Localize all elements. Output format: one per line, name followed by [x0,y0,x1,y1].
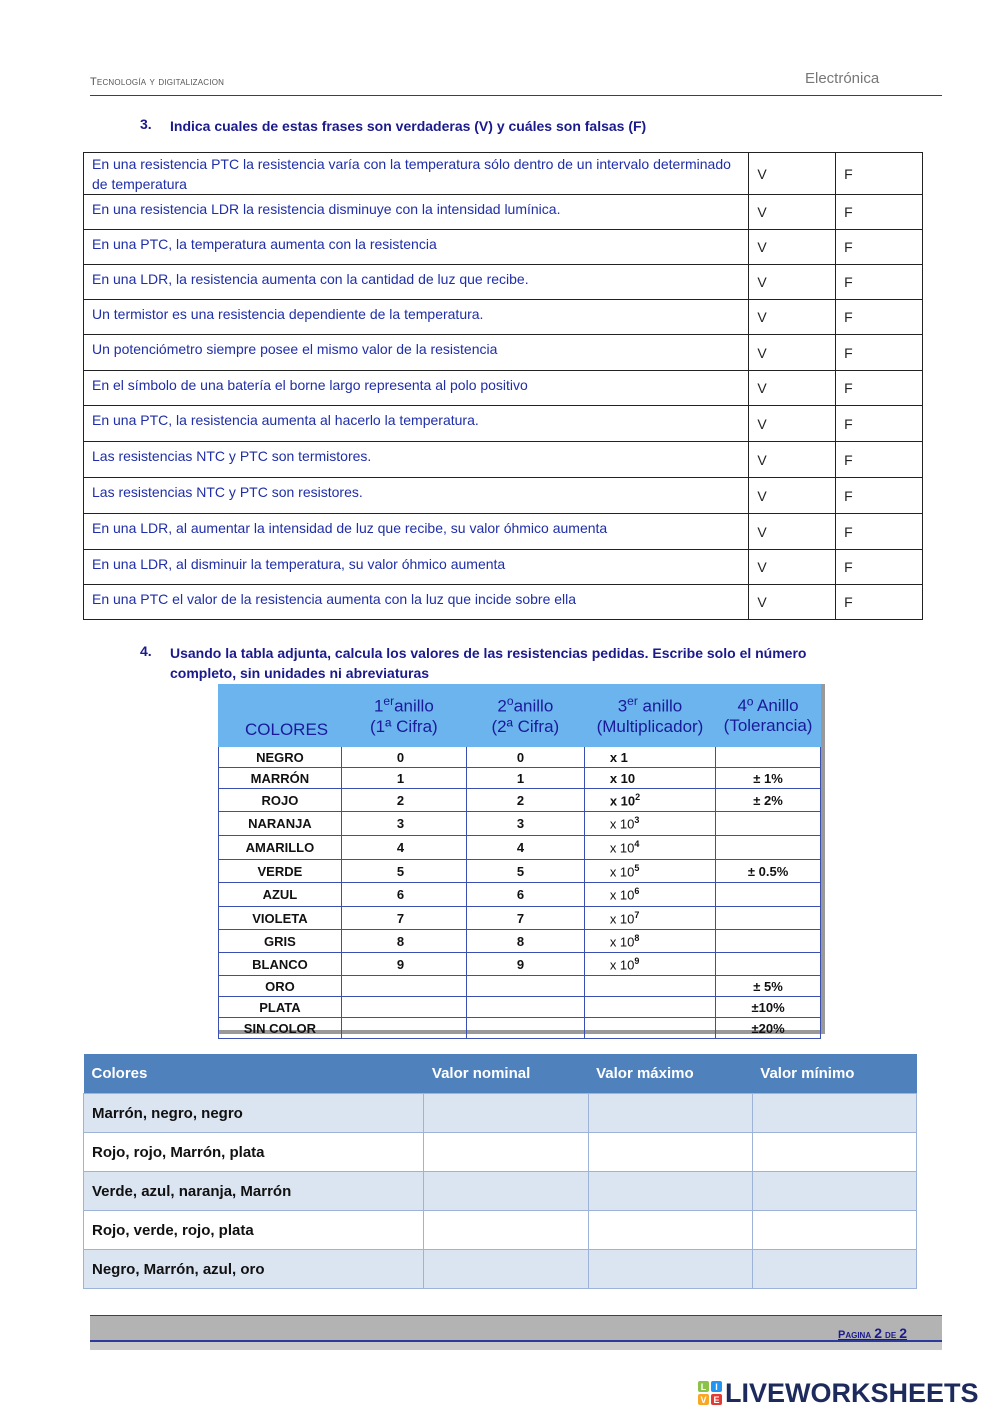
page-number: Pagina 2 de 2 [838,1325,908,1341]
tf-statement: En una LDR, al aumentar la intensidad de luz que recibe, su valor óhmico aumenta [84,514,749,550]
color-code-row [219,953,821,976]
question-4-title [140,643,900,685]
true-option[interactable]: V [749,478,836,514]
color-code-row [219,997,821,1018]
multiplier-cell: x 10 [584,768,715,789]
max-value-input[interactable] [588,1172,752,1211]
min-value-input[interactable] [752,1172,916,1211]
tolerance-cell [716,953,821,976]
tf-row [84,230,923,265]
values-row [84,1172,917,1211]
tf-row [84,371,923,406]
min-value-input[interactable] [752,1133,916,1172]
color-name-cell: GRIS [219,930,342,953]
values-row [84,1250,917,1289]
tf-row [84,195,923,230]
second-digit-cell: 5 [466,860,584,883]
tf-statement: En una PTC, la temperatura aumenta con la resistencia [84,230,749,265]
false-option[interactable]: F [836,550,923,585]
header-colores: COLORES [219,685,342,747]
multiplier-cell: x $10^8$ [584,930,715,953]
false-option[interactable]: F [836,265,923,300]
false-option[interactable]: F [836,442,923,478]
tolerance-cell [716,907,821,930]
tf-row [84,442,923,478]
second-digit-cell [466,1018,584,1039]
true-option[interactable]: V [749,153,836,195]
question-4-number: 4. [140,643,152,659]
max-value-input[interactable] [588,1133,752,1172]
first-digit-cell: 7 [341,907,466,930]
first-digit-cell: 5 [341,860,466,883]
values-header-maximo: Valor máximo [588,1054,752,1094]
values-header-colores: Colores [84,1054,424,1094]
question-3-number: 3. [140,116,152,132]
second-digit-cell: 1 [466,768,584,789]
header-band-1: 1eranillo (1ª Cifra) [341,685,466,747]
question-3-text: Indica cuales de estas frases son verdaderas (V) y cuáles son falsas (F) [170,118,647,134]
question-4-text-line1: Usando la tabla adjunta, calcula los valores de las resistencias pedidas. Escribe solo el número [170,645,807,661]
true-false-table [83,152,923,620]
true-option[interactable]: V [749,514,836,550]
tf-statement: En una PTC, la resistencia aumenta al hacerlo la temperatura. [84,406,749,442]
multiplier-cell: x $10^4$ [584,836,715,860]
tf-row [84,153,923,195]
values-colors-cell: Rojo, verde, rojo, plata [84,1211,424,1250]
values-colors-cell: Negro, Marrón, azul, oro [84,1250,424,1289]
false-option[interactable]: F [836,335,923,371]
true-option[interactable]: V [749,371,836,406]
second-digit-cell: 7 [466,907,584,930]
tolerance-cell: ± 1% [716,768,821,789]
multiplier-exponent: 7 [634,909,640,920]
multiplier-exponent: 5 [634,862,640,873]
svg-text:E: E [713,1395,720,1405]
color-name-cell: BLANCO [219,953,342,976]
multiplier-cell: x $10^6$ [584,883,715,907]
max-value-input[interactable] [588,1211,752,1250]
color-name-cell: AZUL [219,883,342,907]
multiplier-cell: x $10^3$ [584,812,715,836]
tf-row [84,265,923,300]
tf-row [84,550,923,585]
first-digit-cell: 9 [341,953,466,976]
color-name-cell: ORO [219,976,342,997]
color-name-cell: VIOLETA [219,907,342,930]
values-colors-cell: Verde, azul, naranja, Marrón [84,1172,424,1211]
svg-text:I: I [715,1382,718,1392]
tf-row [84,514,923,550]
color-code-row [219,883,821,907]
min-value-input[interactable] [752,1094,916,1133]
tf-statement: En el símbolo de una batería el borne largo representa al polo positivo [84,371,749,406]
second-digit-cell [466,997,584,1018]
color-code-row [219,836,821,860]
second-digit-cell: 9 [466,953,584,976]
color-code-row [219,930,821,953]
tolerance-cell: ±20% [716,1018,821,1039]
tolerance-cell: ± 2% [716,789,821,812]
min-value-input[interactable] [752,1211,916,1250]
color-code-row [219,976,821,997]
resistance-values-table [83,1054,917,1289]
multiplier-exponent: 9 [634,955,640,966]
values-row [84,1133,917,1172]
nominal-value-input[interactable] [424,1133,588,1172]
question-4-text-line2: completo, sin unidades ni abreviaturas [170,665,430,681]
color-name-cell: MARRÓN [219,768,342,789]
multiplier-cell: x $10^5$ [584,860,715,883]
true-option[interactable]: V [749,442,836,478]
second-digit-cell [466,976,584,997]
true-option[interactable]: V [749,335,836,371]
header-topic: Electrónica [805,70,880,87]
false-option[interactable]: F [836,514,923,550]
true-option[interactable]: V [749,230,836,265]
true-option[interactable]: V [749,195,836,230]
svg-text:L: L [700,1382,707,1392]
color-name-cell: SIN COLOR [219,1018,342,1039]
tolerance-cell: ± 0.5% [716,860,821,883]
first-digit-cell: 6 [341,883,466,907]
tf-statement: En una resistencia PTC la resistencia varía con la temperatura sólo dentro de un intervalo determinado de temperatura [84,153,749,195]
true-option[interactable]: V [749,300,836,335]
false-option[interactable]: F [836,300,923,335]
true-option[interactable]: V [749,406,836,442]
multiplier-cell: x $10^7$ [584,907,715,930]
tf-row [84,335,923,371]
multiplier-cell [584,976,715,997]
color-name-cell: ROJO [219,789,342,812]
second-digit-cell: 2 [466,789,584,812]
max-value-input[interactable] [588,1250,752,1289]
tolerance-cell: ±10% [716,997,821,1018]
svg-text:V: V [700,1395,707,1405]
tf-statement: En una LDR, al disminuir la temperatura, su valor óhmico aumenta [84,550,749,585]
color-code-row [219,907,821,930]
multiplier-cell: x $10^9$ [584,953,715,976]
values-colors-cell: Rojo, rojo, Marrón, plata [84,1133,424,1172]
tf-row [84,585,923,620]
tolerance-cell [716,747,821,768]
tolerance-cell [716,836,821,860]
liveworksheets-wordmark: LIVEWORKSHEETS [725,1378,979,1408]
false-option[interactable]: F [836,406,923,442]
false-option[interactable]: F [836,195,923,230]
tf-statement: En una resistencia LDR la resistencia disminuye con la intensidad lumínica. [84,195,749,230]
max-value-input[interactable] [588,1094,752,1133]
false-option[interactable]: F [836,230,923,265]
color-name-cell: NARANJA [219,812,342,836]
tf-statement: Un termistor es una resistencia dependiente de la temperatura. [84,300,749,335]
multiplier-cell: x 1 [584,747,715,768]
header-band-3: 3er anillo (Multiplicador) [584,685,715,747]
true-option[interactable]: V [749,585,836,620]
nominal-value-input[interactable] [424,1211,588,1250]
multiplier-exponent: 3 [634,815,640,826]
multiplier-exponent: 4 [634,839,640,850]
tf-row [84,300,923,335]
color-name-cell: VERDE [219,860,342,883]
false-option[interactable]: F [836,153,923,195]
color-code-row [219,789,821,812]
multiplier-exponent: 8 [634,932,640,943]
first-digit-cell: 1 [341,768,466,789]
tf-row [84,406,923,442]
resistor-color-code-table [218,684,821,1039]
nominal-value-input[interactable] [424,1172,588,1211]
tf-statement: Un potenciómetro siempre posee el mismo valor de la resistencia [84,335,749,371]
color-code-row [219,860,821,883]
min-value-input[interactable] [752,1250,916,1289]
true-option[interactable]: V [749,550,836,585]
values-header-nominal: Valor nominal [424,1054,588,1094]
first-digit-cell [341,1018,466,1039]
first-digit-cell: 4 [341,836,466,860]
tolerance-cell [716,930,821,953]
second-digit-cell: 6 [466,883,584,907]
second-digit-cell: 3 [466,812,584,836]
first-digit-cell [341,976,466,997]
multiplier-exponent: 2 [635,791,641,802]
tf-statement: Las resistencias NTC y PTC son termistores. [84,442,749,478]
color-name-cell: PLATA [219,997,342,1018]
first-digit-cell: 3 [341,812,466,836]
multiplier-exponent: 6 [634,886,640,897]
header-band-4: 4º Anillo (Tolerancia) [716,685,821,747]
nominal-value-input[interactable] [424,1094,588,1133]
header-divider [90,95,942,96]
tolerance-cell [716,812,821,836]
tf-statement: En una LDR, la resistencia aumenta con la cantidad de luz que recibe. [84,265,749,300]
footer-shadow [90,1342,942,1350]
nominal-value-input[interactable] [424,1250,588,1289]
tf-statement: En una PTC el valor de la resistencia aumenta con la luz que incide sobre ella [84,585,749,620]
multiplier-cell: x $10^2$ [584,789,715,812]
tolerance-cell [716,883,821,907]
false-option[interactable]: F [836,478,923,514]
footer-bar [90,1316,942,1340]
values-row [84,1211,917,1250]
tf-statement: Las resistencias NTC y PTC son resistores. [84,478,749,514]
first-digit-cell: 0 [341,747,466,768]
header-subject: Tecnología y digitalizacion [90,76,225,88]
header-band-2: 2$^o$anillo (2ª Cifra) [466,685,584,747]
first-digit-cell: 8 [341,930,466,953]
color-code-row [219,812,821,836]
tolerance-cell: ± 5% [716,976,821,997]
false-option[interactable]: F [836,585,923,620]
color-code-row [219,1018,821,1039]
question-3-title [140,116,900,138]
tf-row [84,478,923,514]
second-digit-cell: 0 [466,747,584,768]
color-code-row [219,747,821,768]
color-code-row [219,768,821,789]
first-digit-cell [341,997,466,1018]
values-row [84,1094,917,1133]
multiplier-cell [584,997,715,1018]
color-name-cell: AMARILLO [219,836,342,860]
second-digit-cell: 4 [466,836,584,860]
values-header-minimo: Valor mínimo [752,1054,916,1094]
multiplier-cell [584,1018,715,1039]
values-colors-cell: Marrón, negro, negro [84,1094,424,1133]
first-digit-cell: 2 [341,789,466,812]
second-digit-cell: 8 [466,930,584,953]
color-name-cell: NEGRO [219,747,342,768]
liveworksheets-badge-icon [698,1381,722,1405]
false-option[interactable]: F [836,371,923,406]
true-option[interactable]: V [749,265,836,300]
